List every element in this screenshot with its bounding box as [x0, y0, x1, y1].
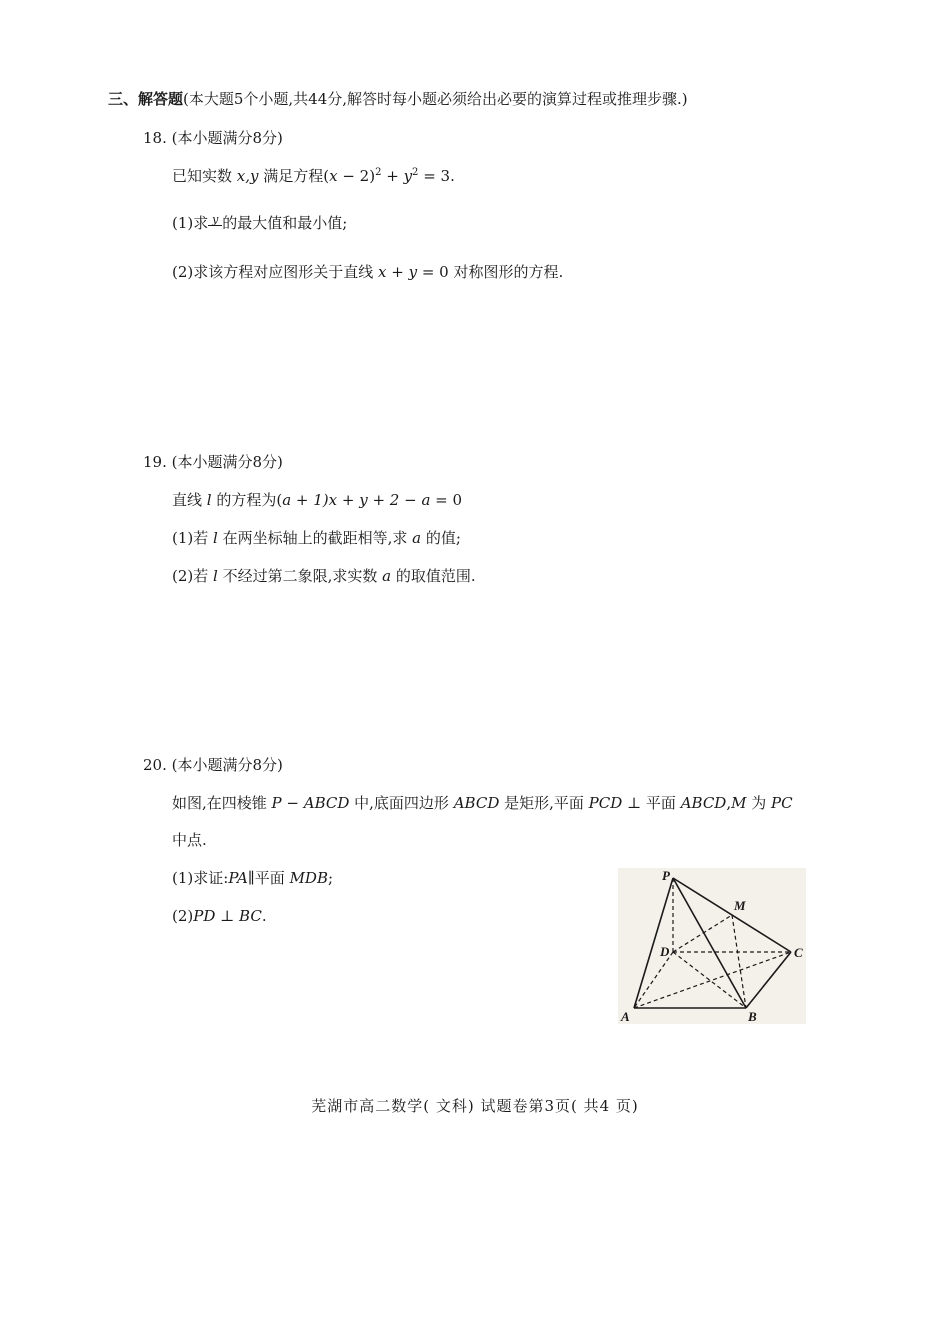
- q19-part2-a-var: a: [382, 567, 392, 585]
- q20-stem-c: 是矩形,平面: [499, 794, 589, 812]
- q20-stem-pcd: PCD: [588, 794, 623, 812]
- section-note: (本大题5个小题,共44分,解答时每小题必须给出必要的演算过程或推理步骤.): [183, 90, 688, 108]
- q18-stem-eq2: − 2): [337, 167, 376, 185]
- q18-fraction-den: [208, 226, 222, 234]
- q19-part1-a-var: a: [412, 529, 422, 547]
- q20-stem-m: M: [731, 794, 747, 812]
- q18-part1-b: 的最大值和最小值;: [222, 214, 348, 232]
- q20-part2-b: ⊥: [215, 907, 240, 925]
- q18-part2: [172, 262, 563, 282]
- q18-part2-a: (2)求该方程对应图形关于直线: [172, 263, 379, 281]
- q20-part2-pd: PD: [193, 907, 216, 925]
- q20-part1: [172, 868, 333, 888]
- q18-stem-sup2: 2: [412, 167, 419, 178]
- q18-stem: [172, 166, 455, 186]
- section-title: 三、解答题: [108, 90, 184, 108]
- q19-part2-l: l: [213, 567, 218, 585]
- q18-stem-eq4: y: [403, 167, 413, 185]
- q20-part1-b: ∥平面: [247, 869, 290, 887]
- edge-da: [634, 952, 673, 1008]
- label-p: P: [662, 868, 670, 883]
- edge-ac: [634, 952, 791, 1008]
- section-heading: [108, 89, 688, 109]
- q18-fraction: [208, 212, 222, 234]
- q20-part1-pa: PA: [228, 869, 248, 887]
- q18-part1: [172, 213, 347, 234]
- q20-part1-a: (1)求证:: [172, 869, 229, 887]
- q19-part2-a: (2)若: [172, 567, 214, 585]
- q20-stem-pc: PC: [771, 794, 793, 812]
- q19-stem-l: l: [206, 491, 212, 509]
- q19-header: 19. (本小题满分8分): [143, 453, 283, 471]
- q19-stem-c: = 0: [430, 491, 463, 509]
- q19-part2-c: 的取值范围.: [391, 567, 476, 585]
- q20-part2-bc: BC: [239, 907, 262, 925]
- q19-part1-b: 在两坐标轴上的截距相等,求: [217, 529, 413, 547]
- q20-part2-a: (2): [172, 907, 194, 925]
- q20-stem-abcd2: ABCD: [680, 794, 727, 812]
- q20-stem-end: 中点.: [172, 831, 207, 849]
- q18-stem-a: 已知实数: [172, 167, 237, 185]
- q20-stem-pabcd: P − ABCD: [271, 794, 350, 812]
- q19-part2: [172, 566, 476, 586]
- q19-part1-l: l: [213, 529, 218, 547]
- q18-fraction-num: y: [208, 215, 222, 226]
- q18-stem-b: 满足方程(: [258, 167, 330, 185]
- q20-stem-d: ⊥ 平面: [622, 794, 681, 812]
- pyramid-diagram: [618, 868, 806, 1024]
- q19-stem-b: 的方程为(: [211, 491, 283, 509]
- q18-stem-vars: x,y: [236, 167, 259, 185]
- q18-stem-sup1: 2: [375, 167, 382, 178]
- q19-part1-c: 的值;: [421, 529, 461, 547]
- q20-stem-f: 为: [746, 794, 772, 812]
- edge-pa: [634, 878, 673, 1008]
- q19-stem-eq: a + 1)x + y + 2 − a: [282, 491, 431, 509]
- page-footer: 芜湖市高二数学( 文科) 试题卷第3页( 共4 页): [311, 1097, 639, 1115]
- q19-stem-a: 直线: [172, 491, 207, 509]
- q18-stem-eq5: = 3.: [418, 167, 455, 185]
- label-m: M: [734, 898, 746, 913]
- q19-part2-b: 不经过第二象限,求实数: [217, 567, 383, 585]
- label-d: D: [660, 944, 670, 959]
- q20-stem-a: 如图,在四棱锥: [172, 794, 272, 812]
- edge-dm: [673, 915, 732, 952]
- q18-stem-eq1: x: [329, 167, 338, 185]
- q18-part2-eq: x + y: [378, 263, 418, 281]
- q18-part2-b: = 0 对称图形的方程.: [417, 263, 564, 281]
- edge-db: [673, 952, 746, 1008]
- q20-stem: [172, 793, 793, 813]
- label-b: B: [748, 1009, 757, 1024]
- q20-stem-b: 中,底面四边形: [349, 794, 454, 812]
- label-a: A: [621, 1009, 630, 1024]
- q20-header: 20. (本小题满分8分): [143, 756, 283, 774]
- q19-part1: [172, 528, 461, 548]
- pyramid-figure: [618, 868, 806, 1024]
- q20-part2-c: .: [261, 907, 267, 925]
- q18-part1-a: (1)求: [172, 214, 209, 232]
- q19-stem: [172, 490, 462, 510]
- q20-stem-abcd: ABCD: [453, 794, 500, 812]
- q20-part1-mdb: MDB: [289, 869, 328, 887]
- label-c: C: [794, 945, 803, 960]
- q20-part2: [172, 906, 267, 926]
- q18-stem-eq3: +: [381, 167, 404, 185]
- q19-part1-a: (1)若: [172, 529, 214, 547]
- q20-part1-c: ;: [328, 869, 334, 887]
- q20-stem-e: ,: [726, 794, 732, 812]
- q18-header: 18. (本小题满分8分): [143, 129, 283, 147]
